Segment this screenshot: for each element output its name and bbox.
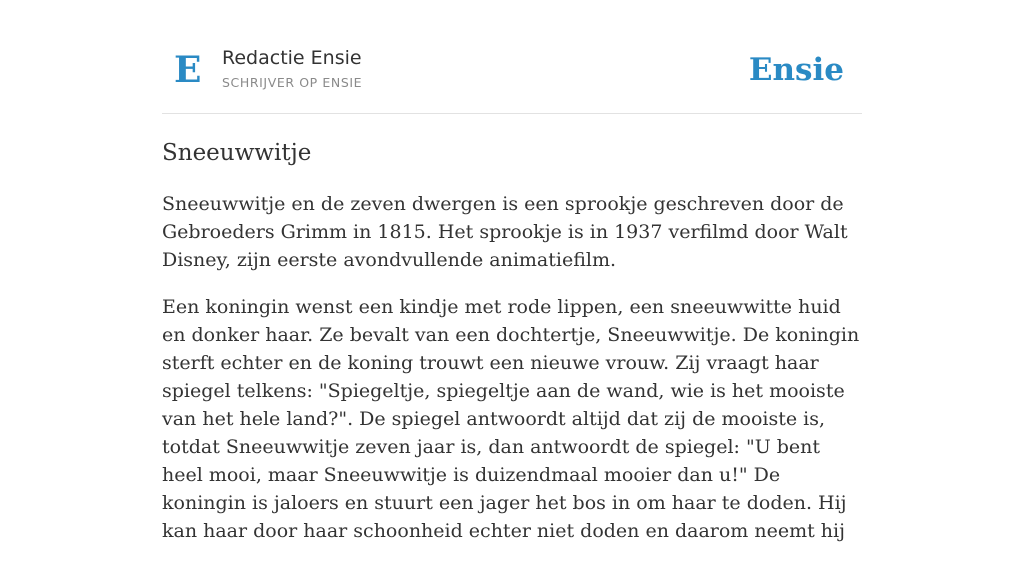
ensie-logo-icon[interactable]: E [174,49,202,91]
article-paragraph: Sneeuwwitje en de zeven dwergen is een sprookje geschreven door de Gebroeders Grimm in 1815. Het sprookje is in 1937 verfilmd door Walt Disney, zijn eerste avondvullende animatiefilm. [162,193,848,271]
article-title: Sneeuwwitje [162,140,312,166]
article-paragraph: Een koningin wenst een kindje met rode lippen, een sneeuwwitte huid en donker haar. Ze bevalt van een dochtertje, Sneeuwwitje. De koningin sterft echter en de koning trouwt een nieuwe vrouw. Zij vraagt haar spiegel telkens: "Spiegeltje, spiegeltje aan de wand, wie is het mooiste van het hele land?". De spiegel antwoordt altijd dat zij de mooiste is, totdat Sneeuwwitje zeven jaar is, dan antwoordt de spiegel: "U bent heel mooi, maar Sneeuwwitje is duizendmaal mooier dan u!" De koningin is jaloers en stuurt een jager het bos in om haar te doden. Hij kan haar door haar schoonheid echter niet doden en daarom neemt hij [162,296,860,542]
article-header [162,0,862,114]
author-name[interactable]: Redactie Ensie [222,47,362,69]
brand-logo[interactable]: Ensie [748,52,844,88]
article-container [162,0,862,542]
article-body [162,190,862,564]
author-role: SCHRIJVER OP ENSIE [222,75,363,90]
